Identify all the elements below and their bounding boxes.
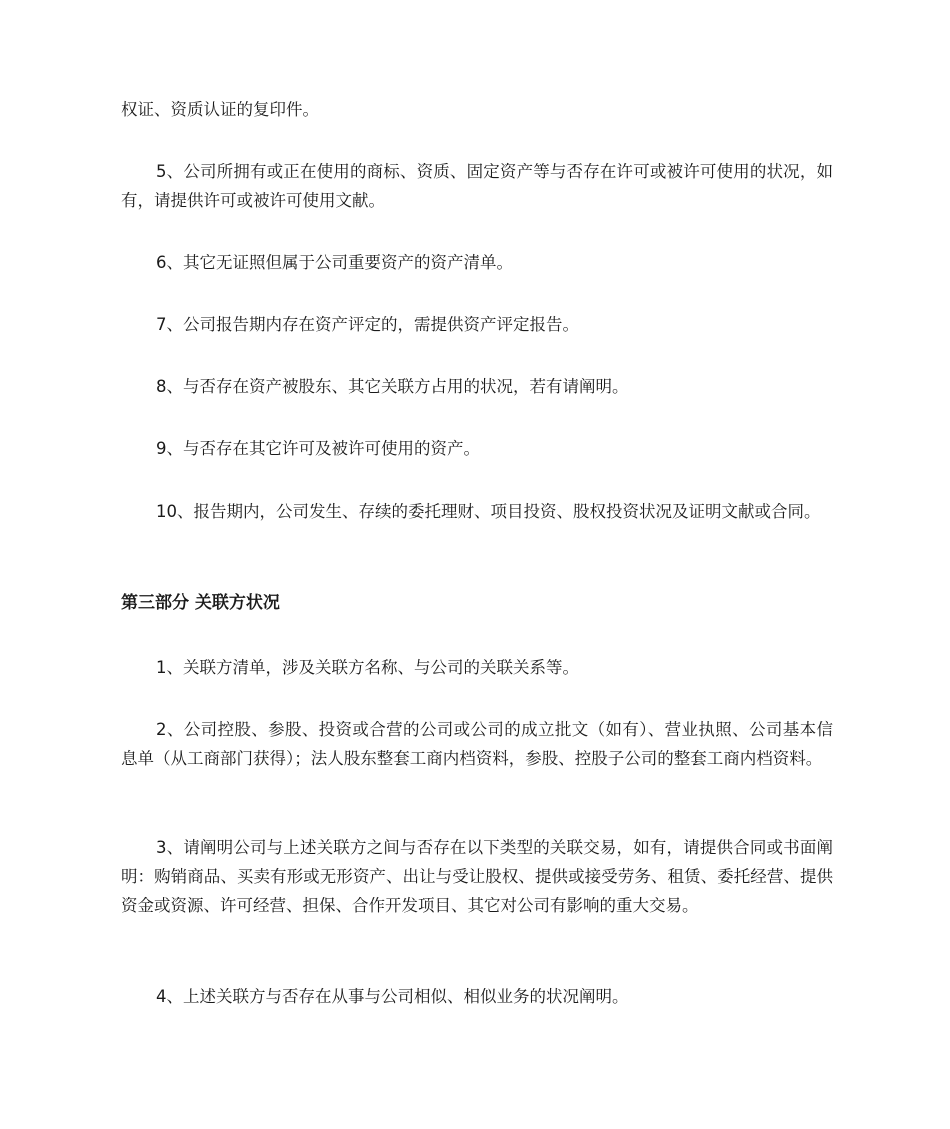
list-item-7: 7、公司报告期内存在资产评定的，需提供资产评定报告。 — [156, 315, 579, 334]
list-item-10: 10、报告期内，公司发生、存续的委托理财、项目投资、股权投资状况及证明文献或合同。 — [156, 502, 821, 521]
section-item-2: 2、公司控股、参股、投资或合营的公司或公司的成立批文（如有）、营业执照、公司基本信息单（从工商部门获得）；法人股东整套工商内档资料，参股、控股子公司的整套工商内档资料。 — [121, 720, 833, 768]
paragraph-continuation: 权证、资质认证的复印件。 — [121, 100, 319, 119]
list-item-6: 6、其它无证照但属于公司重要资产的资产清单。 — [156, 253, 513, 272]
section-item-4: 4、上述关联方与否存在从事与公司相似、相似业务的状况阐明。 — [156, 987, 629, 1006]
section-item-3: 3、请阐明公司与上述关联方之间与否存在以下类型的关联交易，如有，请提供合同或书面阐明：购销商品、买卖有形或无形资产、出让与受让股权、提供或接受劳务、租赁、委托经营、提供资金或资源、许可经营、担保、合作开发项目、其它对公司有影响的重大交易。 — [121, 838, 833, 915]
list-item-8: 8、与否存在资产被股东、其它关联方占用的状况，若有请阐明。 — [156, 377, 629, 396]
section-heading: 第三部分 关联方状况 — [121, 593, 280, 613]
list-item-5: 5、公司所拥有或正在使用的商标、资质、固定资产等与否存在许可或被许可使用的状况，如有，请提供许可或被许可使用文献。 — [121, 162, 833, 210]
list-item-9: 9、与否存在其它许可及被许可使用的资产。 — [156, 439, 480, 458]
section-item-1: 1、关联方清单，涉及关联方名称、与公司的关联关系等。 — [156, 658, 579, 677]
